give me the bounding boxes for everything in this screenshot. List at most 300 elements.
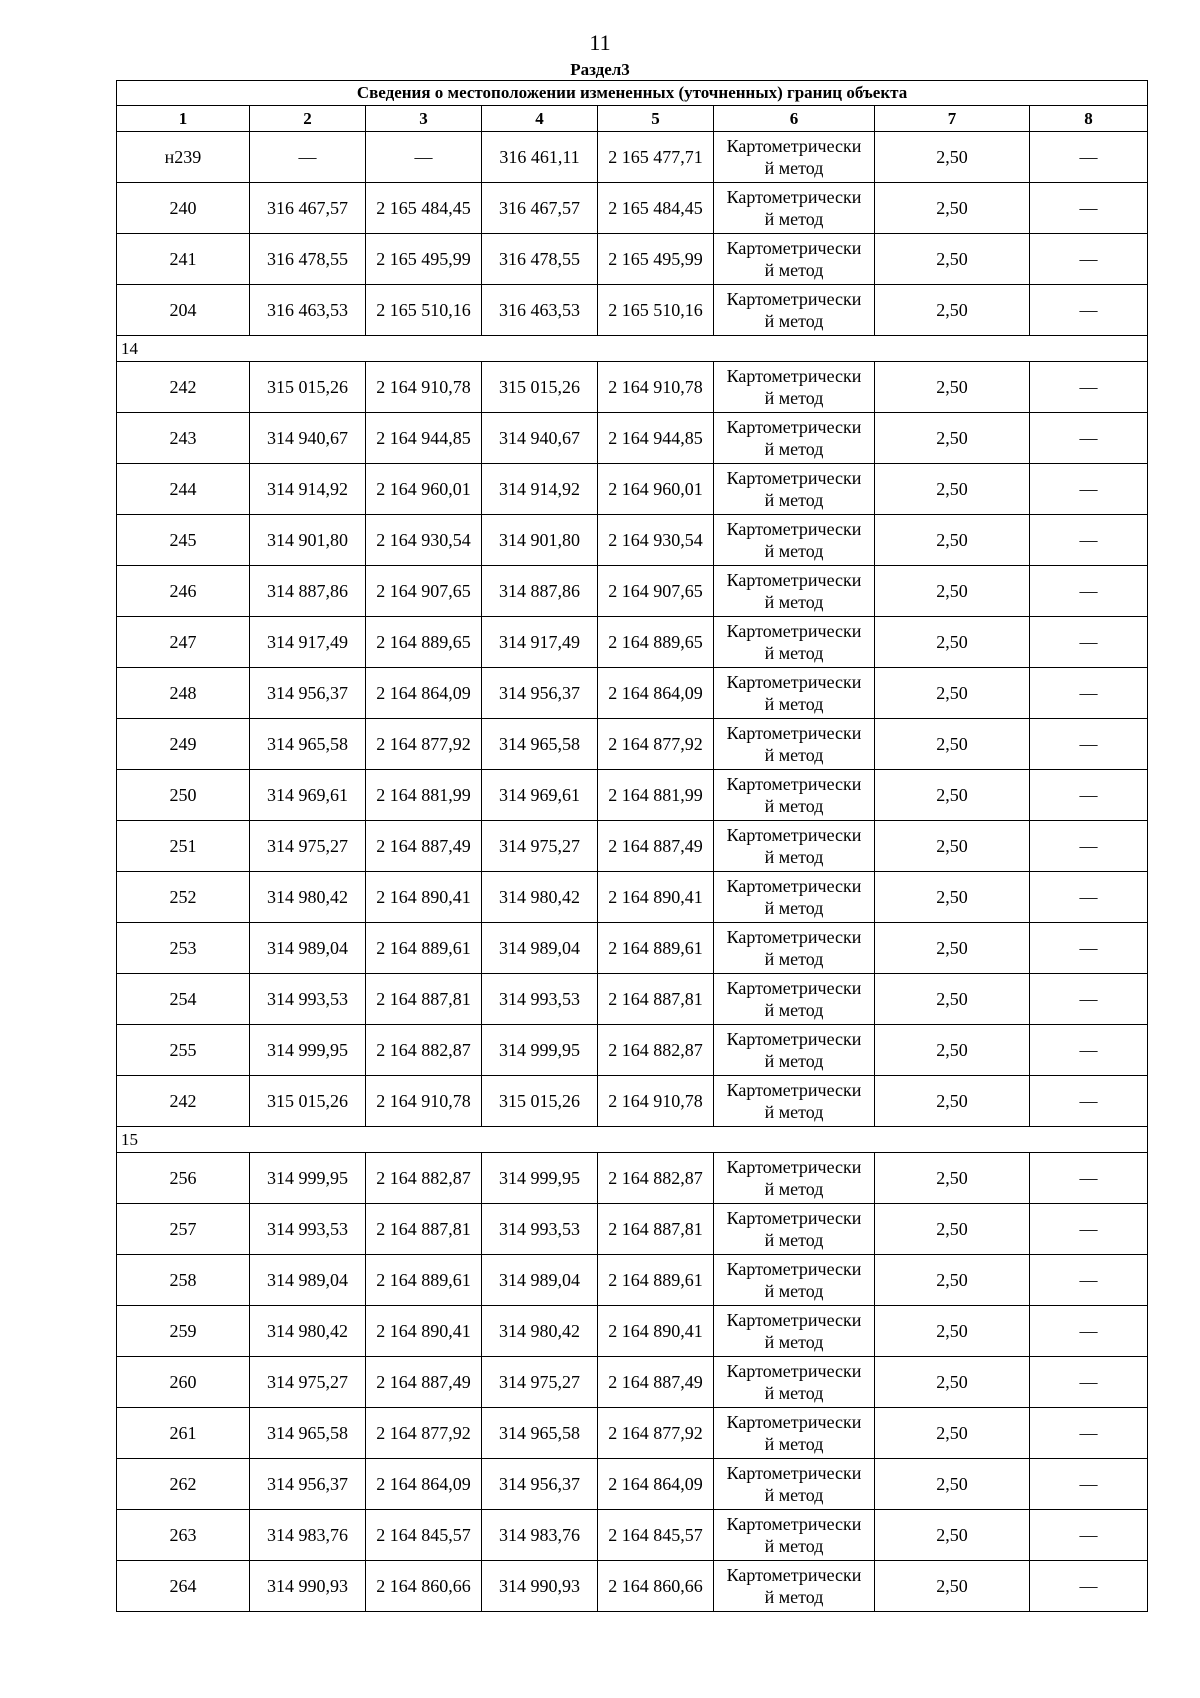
method-cell — [714, 413, 875, 464]
group-label: 15 — [117, 1127, 1148, 1153]
method-cell — [714, 923, 875, 974]
method-cell — [714, 821, 875, 872]
method-cell — [714, 1408, 875, 1459]
table-caption: Сведения о местоположении измененных (уточненных) границ объекта — [117, 81, 1148, 106]
old-y-cell: 2 164 882,87 — [366, 1153, 482, 1204]
old-x-cell: 314 956,37 — [250, 1459, 366, 1510]
point-number-cell: 260 — [117, 1357, 250, 1408]
method-line-1: Картометрически — [726, 1463, 862, 1483]
old-y-cell: 2 164 860,66 — [366, 1561, 482, 1612]
column-header: 8 — [1030, 106, 1148, 132]
table-row — [117, 1204, 1148, 1255]
old-y-cell: 2 164 907,65 — [366, 566, 482, 617]
method-line-1: Картометрически — [726, 1412, 862, 1432]
point-number-cell: 246 — [117, 566, 250, 617]
table-row — [117, 974, 1148, 1025]
old-y-cell: 2 164 910,78 — [366, 1076, 482, 1127]
point-number-cell: 245 — [117, 515, 250, 566]
method-line-1: Картометрически — [726, 774, 862, 794]
point-number-cell: 242 — [117, 1076, 250, 1127]
accuracy-cell: 2,50 — [875, 362, 1030, 413]
description-cell: — — [1030, 1408, 1148, 1459]
description-cell: — — [1030, 362, 1148, 413]
new-y-cell: 2 164 882,87 — [598, 1025, 714, 1076]
new-y-cell: 2 164 930,54 — [598, 515, 714, 566]
section-title: Раздел3 — [570, 60, 630, 79]
method-line-2: й метод — [764, 1485, 824, 1505]
method-cell — [714, 515, 875, 566]
accuracy-cell: 2,50 — [875, 1255, 1030, 1306]
new-y-cell: 2 165 495,99 — [598, 234, 714, 285]
accuracy-cell: 2,50 — [875, 974, 1030, 1025]
column-header: 4 — [482, 106, 598, 132]
column-header-row — [117, 106, 1148, 132]
table-row — [117, 617, 1148, 668]
point-number-cell: 261 — [117, 1408, 250, 1459]
accuracy-cell: 2,50 — [875, 132, 1030, 183]
method-line-2: й метод — [764, 745, 824, 765]
new-x-cell: 314 956,37 — [482, 1459, 598, 1510]
new-x-cell: 314 940,67 — [482, 413, 598, 464]
new-x-cell: 314 980,42 — [482, 1306, 598, 1357]
method-line-1: Картометрически — [726, 289, 862, 309]
old-y-cell: 2 164 864,09 — [366, 1459, 482, 1510]
method-line-2: й метод — [764, 694, 824, 714]
accuracy-cell: 2,50 — [875, 1561, 1030, 1612]
group-row — [117, 1127, 1148, 1153]
table-row — [117, 1153, 1148, 1204]
old-y-cell: — — [366, 132, 482, 183]
accuracy-cell: 2,50 — [875, 1510, 1030, 1561]
point-number-cell: 248 — [117, 668, 250, 719]
old-y-cell: 2 164 889,65 — [366, 617, 482, 668]
method-line-2: й метод — [764, 1281, 824, 1301]
old-x-cell: 314 901,80 — [250, 515, 366, 566]
old-x-cell: 314 993,53 — [250, 974, 366, 1025]
method-line-1: Картометрически — [726, 417, 862, 437]
table-row — [117, 464, 1148, 515]
table-row — [117, 1076, 1148, 1127]
method-cell — [714, 719, 875, 770]
method-line-2: й метод — [764, 490, 824, 510]
new-y-cell: 2 164 860,66 — [598, 1561, 714, 1612]
new-y-cell: 2 164 887,49 — [598, 821, 714, 872]
method-cell — [714, 668, 875, 719]
old-x-cell: 314 989,04 — [250, 1255, 366, 1306]
accuracy-cell: 2,50 — [875, 1408, 1030, 1459]
new-y-cell: 2 164 845,57 — [598, 1510, 714, 1561]
table-row — [117, 1025, 1148, 1076]
group-row — [117, 336, 1148, 362]
method-line-1: Картометрически — [726, 1514, 862, 1534]
new-y-cell: 2 164 864,09 — [598, 1459, 714, 1510]
column-header: 3 — [366, 106, 482, 132]
description-cell: — — [1030, 770, 1148, 821]
old-x-cell: 314 975,27 — [250, 1357, 366, 1408]
description-cell: — — [1030, 1561, 1148, 1612]
old-y-cell: 2 164 887,49 — [366, 1357, 482, 1408]
new-x-cell: 314 975,27 — [482, 1357, 598, 1408]
description-cell: — — [1030, 821, 1148, 872]
page-number: 11 — [589, 30, 611, 55]
method-line-1: Картометрически — [726, 876, 862, 896]
old-y-cell: 2 164 887,81 — [366, 1204, 482, 1255]
method-line-1: Картометрически — [726, 1259, 862, 1279]
point-number-cell: 251 — [117, 821, 250, 872]
method-cell — [714, 1510, 875, 1561]
new-y-cell: 2 164 944,85 — [598, 413, 714, 464]
old-x-cell: 314 993,53 — [250, 1204, 366, 1255]
new-y-cell: 2 164 864,09 — [598, 668, 714, 719]
new-x-cell: 314 993,53 — [482, 974, 598, 1025]
accuracy-cell: 2,50 — [875, 1204, 1030, 1255]
method-line-2: й метод — [764, 1179, 824, 1199]
description-cell: — — [1030, 1459, 1148, 1510]
old-y-cell: 2 164 864,09 — [366, 668, 482, 719]
old-x-cell: 314 917,49 — [250, 617, 366, 668]
accuracy-cell: 2,50 — [875, 183, 1030, 234]
old-x-cell: 315 015,26 — [250, 362, 366, 413]
method-line-1: Картометрически — [726, 187, 862, 207]
point-number-cell: 249 — [117, 719, 250, 770]
new-x-cell: 314 969,61 — [482, 770, 598, 821]
table-row — [117, 1510, 1148, 1561]
table-row — [117, 362, 1148, 413]
point-number-cell: 244 — [117, 464, 250, 515]
old-y-cell: 2 165 510,16 — [366, 285, 482, 336]
column-header: 6 — [714, 106, 875, 132]
new-x-cell: 315 015,26 — [482, 362, 598, 413]
new-y-cell: 2 164 910,78 — [598, 1076, 714, 1127]
method-line-1: Картометрически — [726, 366, 862, 386]
table-row — [117, 1306, 1148, 1357]
old-x-cell: — — [250, 132, 366, 183]
new-x-cell: 314 980,42 — [482, 872, 598, 923]
point-number-cell: 257 — [117, 1204, 250, 1255]
old-y-cell: 2 165 495,99 — [366, 234, 482, 285]
old-y-cell: 2 164 930,54 — [366, 515, 482, 566]
method-cell — [714, 362, 875, 413]
accuracy-cell: 2,50 — [875, 566, 1030, 617]
method-line-2: й метод — [764, 388, 824, 408]
table-row — [117, 770, 1148, 821]
table-row — [117, 1561, 1148, 1612]
old-y-cell: 2 164 889,61 — [366, 923, 482, 974]
method-cell — [714, 617, 875, 668]
accuracy-cell: 2,50 — [875, 1357, 1030, 1408]
description-cell: — — [1030, 1357, 1148, 1408]
old-x-cell: 314 940,67 — [250, 413, 366, 464]
method-line-2: й метод — [764, 439, 824, 459]
method-line-1: Картометрически — [726, 468, 862, 488]
new-y-cell: 2 164 889,61 — [598, 923, 714, 974]
method-line-1: Картометрически — [726, 1029, 862, 1049]
method-line-2: й метод — [764, 1230, 824, 1250]
new-x-cell: 314 901,80 — [482, 515, 598, 566]
description-cell: — — [1030, 1204, 1148, 1255]
method-line-2: й метод — [764, 1536, 824, 1556]
old-y-cell: 2 164 890,41 — [366, 1306, 482, 1357]
table-row — [117, 566, 1148, 617]
new-x-cell: 314 999,95 — [482, 1153, 598, 1204]
new-x-cell: 314 887,86 — [482, 566, 598, 617]
description-cell: — — [1030, 566, 1148, 617]
method-line-2: й метод — [764, 949, 824, 969]
old-x-cell: 314 914,92 — [250, 464, 366, 515]
new-x-cell: 314 965,58 — [482, 1408, 598, 1459]
accuracy-cell: 2,50 — [875, 872, 1030, 923]
new-y-cell: 2 164 890,41 — [598, 1306, 714, 1357]
method-cell — [714, 464, 875, 515]
table-row — [117, 719, 1148, 770]
method-line-2: й метод — [764, 1000, 824, 1020]
method-line-1: Картометрически — [726, 621, 862, 641]
new-y-cell: 2 164 887,81 — [598, 1204, 714, 1255]
new-x-cell: 316 478,55 — [482, 234, 598, 285]
new-x-cell: 314 999,95 — [482, 1025, 598, 1076]
table-row — [117, 668, 1148, 719]
old-x-cell: 314 999,95 — [250, 1025, 366, 1076]
method-line-1: Картометрически — [726, 1565, 862, 1585]
point-number-cell: 256 — [117, 1153, 250, 1204]
description-cell: — — [1030, 132, 1148, 183]
new-y-cell: 2 165 477,71 — [598, 132, 714, 183]
method-line-1: Картометрически — [726, 136, 862, 156]
method-cell — [714, 183, 875, 234]
description-cell: — — [1030, 1025, 1148, 1076]
method-cell — [714, 1459, 875, 1510]
description-cell: — — [1030, 515, 1148, 566]
method-line-2: й метод — [764, 796, 824, 816]
old-x-cell: 314 965,58 — [250, 719, 366, 770]
method-cell — [714, 1025, 875, 1076]
accuracy-cell: 2,50 — [875, 1153, 1030, 1204]
table-row — [117, 1255, 1148, 1306]
point-number-cell: 259 — [117, 1306, 250, 1357]
method-line-2: й метод — [764, 1383, 824, 1403]
method-line-1: Картометрически — [726, 519, 862, 539]
accuracy-cell: 2,50 — [875, 770, 1030, 821]
old-y-cell: 2 164 887,49 — [366, 821, 482, 872]
method-cell — [714, 566, 875, 617]
new-x-cell: 316 463,53 — [482, 285, 598, 336]
method-line-1: Картометрически — [726, 1157, 862, 1177]
description-cell: — — [1030, 974, 1148, 1025]
new-x-cell: 314 990,93 — [482, 1561, 598, 1612]
method-line-1: Картометрически — [726, 1208, 862, 1228]
method-cell — [714, 234, 875, 285]
accuracy-cell: 2,50 — [875, 668, 1030, 719]
accuracy-cell: 2,50 — [875, 234, 1030, 285]
method-cell — [714, 1153, 875, 1204]
column-header: 2 — [250, 106, 366, 132]
point-number-cell: 253 — [117, 923, 250, 974]
point-number-cell: 263 — [117, 1510, 250, 1561]
old-x-cell: 314 983,76 — [250, 1510, 366, 1561]
new-x-cell: 314 965,58 — [482, 719, 598, 770]
method-line-2: й метод — [764, 1434, 824, 1454]
new-y-cell: 2 164 881,99 — [598, 770, 714, 821]
table-row — [117, 872, 1148, 923]
method-cell — [714, 285, 875, 336]
accuracy-cell: 2,50 — [875, 1306, 1030, 1357]
point-number-cell: 250 — [117, 770, 250, 821]
old-y-cell: 2 164 882,87 — [366, 1025, 482, 1076]
point-number-cell: 258 — [117, 1255, 250, 1306]
old-x-cell: 314 980,42 — [250, 872, 366, 923]
method-cell — [714, 132, 875, 183]
new-y-cell: 2 164 877,92 — [598, 719, 714, 770]
old-x-cell: 314 975,27 — [250, 821, 366, 872]
method-line-2: й метод — [764, 158, 824, 178]
method-line-1: Картометрически — [726, 978, 862, 998]
method-line-1: Картометрически — [726, 1310, 862, 1330]
column-header: 7 — [875, 106, 1030, 132]
new-y-cell: 2 164 890,41 — [598, 872, 714, 923]
new-x-cell: 314 917,49 — [482, 617, 598, 668]
description-cell: — — [1030, 413, 1148, 464]
new-y-cell: 2 164 877,92 — [598, 1408, 714, 1459]
new-x-cell: 314 914,92 — [482, 464, 598, 515]
point-number-cell: 247 — [117, 617, 250, 668]
description-cell: — — [1030, 183, 1148, 234]
new-y-cell: 2 164 907,65 — [598, 566, 714, 617]
point-number-cell: 264 — [117, 1561, 250, 1612]
table-row — [117, 1459, 1148, 1510]
method-cell — [714, 872, 875, 923]
method-line-2: й метод — [764, 209, 824, 229]
table-row — [117, 285, 1148, 336]
method-cell — [714, 1076, 875, 1127]
description-cell: — — [1030, 234, 1148, 285]
point-number-cell: 241 — [117, 234, 250, 285]
method-line-2: й метод — [764, 541, 824, 561]
new-y-cell: 2 165 484,45 — [598, 183, 714, 234]
accuracy-cell: 2,50 — [875, 1025, 1030, 1076]
method-line-1: Картометрически — [726, 723, 862, 743]
old-x-cell: 314 956,37 — [250, 668, 366, 719]
new-y-cell: 2 164 887,81 — [598, 974, 714, 1025]
new-x-cell: 315 015,26 — [482, 1076, 598, 1127]
new-x-cell: 314 989,04 — [482, 923, 598, 974]
point-number-cell: 255 — [117, 1025, 250, 1076]
new-y-cell: 2 164 882,87 — [598, 1153, 714, 1204]
method-line-1: Картометрически — [726, 1361, 862, 1381]
old-y-cell: 2 164 890,41 — [366, 872, 482, 923]
method-line-2: й метод — [764, 1102, 824, 1122]
description-cell: — — [1030, 668, 1148, 719]
method-cell — [714, 1204, 875, 1255]
method-line-2: й метод — [764, 1051, 824, 1071]
new-x-cell: 314 983,76 — [482, 1510, 598, 1561]
method-line-2: й метод — [764, 260, 824, 280]
method-line-1: Картометрически — [726, 570, 862, 590]
new-y-cell: 2 164 910,78 — [598, 362, 714, 413]
table-row — [117, 1408, 1148, 1459]
description-cell: — — [1030, 872, 1148, 923]
old-y-cell: 2 164 944,85 — [366, 413, 482, 464]
old-y-cell: 2 164 910,78 — [366, 362, 482, 413]
description-cell: — — [1030, 1076, 1148, 1127]
new-x-cell: 314 956,37 — [482, 668, 598, 719]
method-cell — [714, 974, 875, 1025]
column-header: 5 — [598, 106, 714, 132]
method-line-2: й метод — [764, 1587, 824, 1607]
old-x-cell: 314 965,58 — [250, 1408, 366, 1459]
description-cell: — — [1030, 285, 1148, 336]
table-row — [117, 821, 1148, 872]
table-row — [117, 234, 1148, 285]
accuracy-cell: 2,50 — [875, 464, 1030, 515]
description-cell: — — [1030, 719, 1148, 770]
old-x-cell: 314 999,95 — [250, 1153, 366, 1204]
new-y-cell: 2 164 887,49 — [598, 1357, 714, 1408]
method-cell — [714, 1255, 875, 1306]
accuracy-cell: 2,50 — [875, 719, 1030, 770]
table-row — [117, 923, 1148, 974]
old-y-cell: 2 165 484,45 — [366, 183, 482, 234]
method-cell — [714, 1561, 875, 1612]
accuracy-cell: 2,50 — [875, 413, 1030, 464]
point-number-cell: 254 — [117, 974, 250, 1025]
accuracy-cell: 2,50 — [875, 515, 1030, 566]
old-y-cell: 2 164 877,92 — [366, 1408, 482, 1459]
old-y-cell: 2 164 960,01 — [366, 464, 482, 515]
description-cell: — — [1030, 1153, 1148, 1204]
table-row — [117, 1357, 1148, 1408]
method-line-2: й метод — [764, 1332, 824, 1352]
table-row — [117, 132, 1148, 183]
point-number-cell: 204 — [117, 285, 250, 336]
method-cell — [714, 1357, 875, 1408]
old-x-cell: 316 478,55 — [250, 234, 366, 285]
new-x-cell: 314 993,53 — [482, 1204, 598, 1255]
accuracy-cell: 2,50 — [875, 617, 1030, 668]
method-line-2: й метод — [764, 643, 824, 663]
method-line-1: Картометрически — [726, 1080, 862, 1100]
table-row — [117, 413, 1148, 464]
old-x-cell: 316 463,53 — [250, 285, 366, 336]
group-label: 14 — [117, 336, 1148, 362]
point-number-cell: 242 — [117, 362, 250, 413]
method-line-2: й метод — [764, 847, 824, 867]
old-x-cell: 314 989,04 — [250, 923, 366, 974]
new-x-cell: 314 975,27 — [482, 821, 598, 872]
point-number-cell: н239 — [117, 132, 250, 183]
method-line-1: Картометрически — [726, 825, 862, 845]
description-cell: — — [1030, 923, 1148, 974]
old-y-cell: 2 164 881,99 — [366, 770, 482, 821]
new-x-cell: 316 467,57 — [482, 183, 598, 234]
point-number-cell: 243 — [117, 413, 250, 464]
old-x-cell: 315 015,26 — [250, 1076, 366, 1127]
table-row — [117, 515, 1148, 566]
old-y-cell: 2 164 887,81 — [366, 974, 482, 1025]
point-number-cell: 252 — [117, 872, 250, 923]
description-cell: — — [1030, 1306, 1148, 1357]
new-x-cell: 316 461,11 — [482, 132, 598, 183]
description-cell: — — [1030, 617, 1148, 668]
method-line-1: Картометрически — [726, 672, 862, 692]
boundary-coordinates-table — [116, 80, 1148, 1612]
old-x-cell: 314 887,86 — [250, 566, 366, 617]
method-line-2: й метод — [764, 898, 824, 918]
accuracy-cell: 2,50 — [875, 285, 1030, 336]
method-line-2: й метод — [764, 592, 824, 612]
accuracy-cell: 2,50 — [875, 1076, 1030, 1127]
method-cell — [714, 1306, 875, 1357]
description-cell: — — [1030, 1510, 1148, 1561]
